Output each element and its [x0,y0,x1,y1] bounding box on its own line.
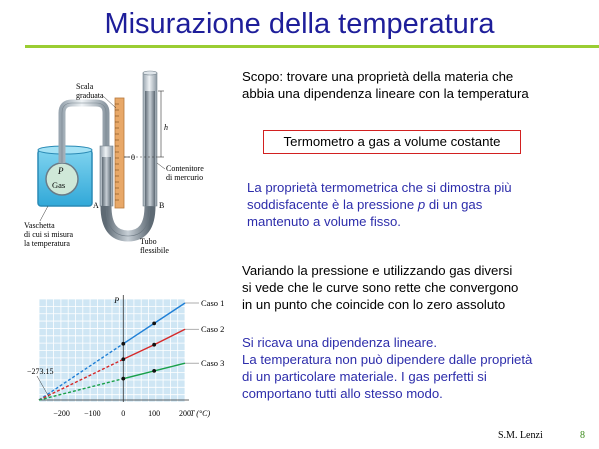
conclusion-line-2: La temperatura non può dipendere dalle proprietà [242,352,533,367]
conclusion-line-4: comportano tutti allo stesso modo. [242,386,443,401]
gas-label: Gas [52,180,66,190]
property-line-3: mantenuto a volume fisso. [247,214,401,229]
conclusion-line-3: di un particolare materiale. I gas perfetti si [242,369,487,384]
variation-line-3: in un punto che coincide con lo zero assoluto [242,297,506,312]
footer-author: S.M. Lenzi [498,430,543,441]
absolute-zero-label: −273.15 [27,367,54,376]
data-point [121,342,125,346]
data-point [121,357,125,361]
vaschetta-label-3: la temperatura [24,239,70,248]
gas-thermometer-illustration [18,58,233,258]
x-tick-label: 200 [179,409,191,418]
property-line-1: La proprietà termometrica che si dimostra più [247,180,512,195]
contenitore-label-2: di mercurio [166,173,204,182]
data-point [152,321,156,325]
a-label: A [93,201,99,210]
flexible-tube [106,206,150,236]
pressure-temperature-chart [25,290,235,430]
footer-page-number: 8 [580,430,585,441]
scope-line-1: Scopo: trovare una proprietà della materia che [242,69,514,84]
conclusion-line-1: Si ricava una dipendenza lineare. [242,335,438,350]
chart-grid [39,299,185,402]
page-title: Misurazione della temperatura [104,8,495,40]
contenitore-label-1: Contenitore [166,164,204,173]
data-point [121,377,125,381]
y-axis-label: P [114,296,120,305]
scope-line-2: abbia una dipendenza lineare con la temperatura [242,86,529,101]
property-line-2: soddisfacente è la pressione p di un gas [247,197,483,212]
legend-label-1: Caso 1 [201,298,225,308]
scala-label-2: graduata [76,91,104,100]
graduated-scale [115,98,124,208]
legend-label-2: Caso 2 [201,324,225,335]
vaschetta-label-1: Vaschetta [24,221,55,230]
x-axis-label: T (°C) [190,409,211,418]
title-divider [25,45,599,48]
tubo-label-2: flessibile [140,246,169,255]
b-label: B [159,201,165,210]
variation-line-2: si vede che le curve sono rette che convergono [242,280,519,295]
scala-label-1: Scala [76,82,94,91]
data-point [152,369,156,373]
p-label: P [58,166,64,176]
data-point [152,343,156,347]
legend-label-3: Caso 3 [201,358,225,369]
x-tick-label: 0 [121,409,126,418]
variation-line-1: Variando la pressione e utilizzando gas diversi [242,263,513,278]
method-box: Termometro a gas a volume costante [263,130,521,154]
h-label: h [164,123,168,132]
x-tick-label: −200 [53,409,70,418]
zero-label: 0 [131,153,135,162]
tubo-label-1: Tubo [140,237,157,246]
vaschetta-label-2: di cui si misura [24,230,74,239]
x-tick-label: 100 [148,409,161,418]
x-tick-label: −100 [84,409,101,418]
